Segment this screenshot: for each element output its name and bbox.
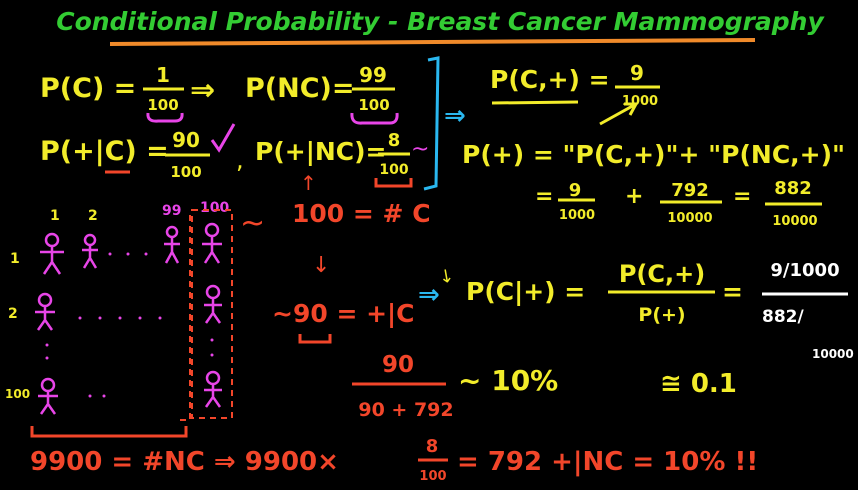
- eq-ppc-den: 100: [170, 163, 202, 181]
- approx-01: ≅ 0.1: [660, 369, 737, 399]
- eq-pnc: P(NC)=: [245, 73, 355, 104]
- eq-ppnc-den: 100: [379, 162, 409, 178]
- pcp-arrow: [600, 104, 636, 124]
- bottom-line: 9900 = #NC ⇒ 9900×: [30, 447, 339, 477]
- arrow-yellow-small: ↘: [433, 262, 459, 289]
- cyan-bracket: [424, 58, 438, 189]
- sum-a-num: 9: [568, 180, 582, 201]
- frac-num: 9/1000: [770, 260, 840, 281]
- eq-pnc-num: 99: [359, 63, 387, 87]
- person-icon: [38, 379, 58, 414]
- cyan-arrow-mid: ⇒: [418, 280, 440, 310]
- comma: ,: [236, 146, 244, 174]
- pnc-underline: [352, 113, 397, 123]
- ratio-num: 90: [381, 352, 415, 378]
- checkmark-icon: [212, 124, 234, 150]
- eq-pc-num: 1: [156, 63, 170, 87]
- eq-pcgp-num: P(C,+): [618, 260, 706, 288]
- person-icon: [204, 372, 222, 407]
- eq-pcgp-den: P(+): [638, 304, 686, 326]
- bottom-bracket: [32, 426, 186, 436]
- sum-c-den: 10000: [772, 214, 818, 229]
- eq-pcgp: P(C|+) =: [466, 277, 586, 306]
- person-icon: [40, 234, 64, 274]
- sum-c-num: 882: [774, 178, 812, 199]
- person-icon: [35, 294, 55, 330]
- eq-pcp-num: 9: [630, 61, 644, 85]
- stick-figures: [35, 224, 222, 414]
- hundred-c: 100 = # C: [292, 199, 431, 228]
- arrow-down-red: ↓: [312, 253, 331, 278]
- sum-b-num: 792: [671, 180, 709, 201]
- pcp-underline: [492, 102, 578, 103]
- grid-top-label: 100: [200, 200, 230, 216]
- person-icon: [202, 224, 222, 263]
- approx-pct: ~ 10%: [458, 364, 559, 397]
- eq-ppc-num: 90: [172, 128, 200, 152]
- bottom-frac-num: 8: [425, 436, 439, 457]
- ninety-plus-c: ~90 = +|C: [272, 299, 415, 328]
- ninety-underline: [300, 334, 330, 342]
- tilde-magenta: ~: [411, 137, 430, 162]
- implies-arrow: ⇒: [190, 73, 216, 108]
- ratio-den: 90 + 792: [358, 399, 454, 421]
- title: Conditional Probability - Breast Cancer Mammography: [56, 7, 824, 36]
- person-icon: [82, 235, 98, 268]
- grid-top-label: 1: [50, 208, 60, 224]
- eq-ppnc: P(+|NC)=: [255, 137, 387, 166]
- tilde-red: ~: [240, 206, 266, 241]
- eq-pc: P(C) =: [40, 73, 137, 104]
- red-bracket: [178, 215, 190, 420]
- eq-pnc-den: 100: [358, 96, 390, 114]
- grid-left-label: 100: [5, 387, 31, 401]
- eq-ppnc-num: 8: [387, 130, 401, 151]
- eq-pcgp-eq: =: [722, 277, 743, 306]
- sum-eq1: =: [535, 184, 554, 209]
- eq-pc-den: 100: [147, 96, 179, 114]
- person-icon: [204, 286, 222, 323]
- eq-pcp: P(C,+) =: [490, 65, 610, 94]
- sum-a-den: 1000: [558, 208, 596, 223]
- title-underline: [110, 40, 755, 44]
- frac-den2: 10000: [812, 347, 854, 361]
- grid-left-label: 2: [8, 306, 18, 322]
- sum-eq2: =: [733, 184, 752, 209]
- cyan-arrow-top: ⇒: [444, 101, 466, 131]
- arrow-up-red: ↑: [300, 171, 317, 195]
- person-icon: [164, 227, 180, 263]
- eq-ppc: P(+|C) =: [40, 136, 169, 167]
- eq-pcp-den: 1000: [621, 94, 659, 109]
- grid-left-label: 1: [10, 251, 20, 267]
- ppnc-underline: [376, 178, 411, 186]
- sum-b-den: 10000: [667, 211, 713, 226]
- grid-top-label: 99: [162, 203, 182, 219]
- eq-pplus: P(+) = "P(C,+)"+ "P(NC,+)": [462, 140, 846, 169]
- sum-plus: +: [625, 184, 644, 209]
- pc-underline: [148, 113, 182, 121]
- bottom-frac-den: 100: [419, 469, 447, 484]
- frac-den: 882/: [762, 307, 804, 327]
- grid-dots: [46, 253, 214, 398]
- bottom-rest: = 792 +|NC = 10% !!: [457, 447, 759, 477]
- grid-top-label: 2: [88, 208, 98, 224]
